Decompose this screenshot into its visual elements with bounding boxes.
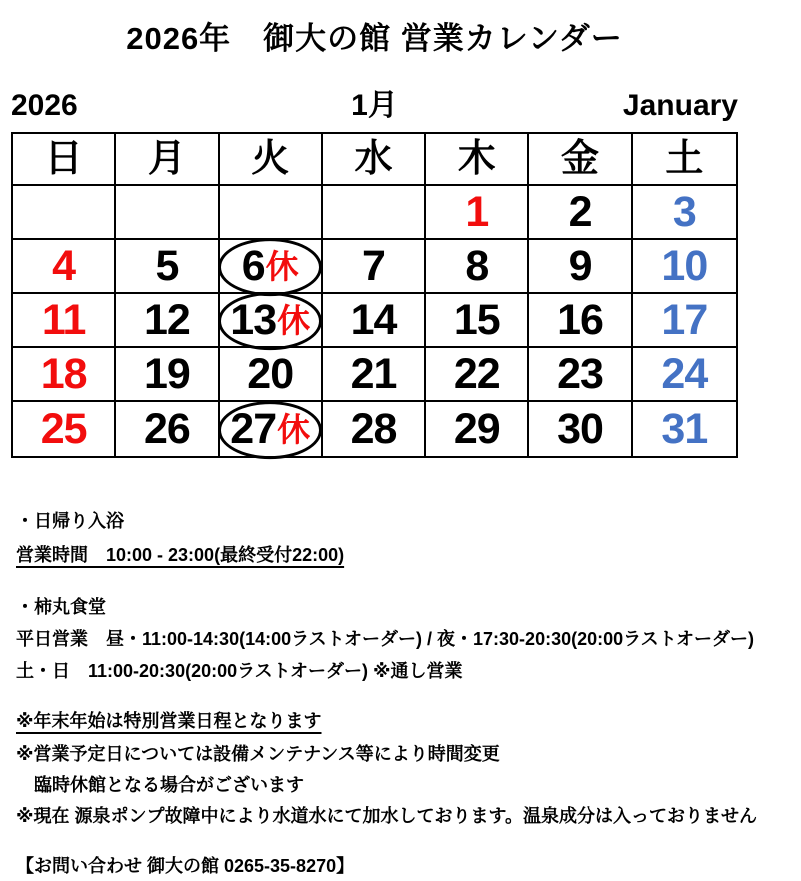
shokudo-weekday-hours: 平日営業 昼・11:00-14:30(14:00ラストオーダー) / 夜・17:30-20:30(20:00ラストオーダー)	[16, 629, 755, 649]
day-content	[672, 187, 696, 236]
calendar-day-cell	[426, 348, 529, 402]
calendar-day-cell	[426, 186, 529, 240]
maintenance-notice-line1: ※営業予定日については設備メンテナンス等により時間変更	[16, 744, 500, 764]
calendar-day-cell	[116, 294, 219, 348]
day-content	[350, 295, 397, 344]
day-number: 6	[241, 241, 265, 290]
day-number: 2	[568, 187, 592, 236]
day-content	[661, 295, 708, 344]
page-title: 2026年 御大の館 営業カレンダー	[126, 21, 623, 56]
day-content	[661, 404, 708, 453]
calendar-day-cell	[13, 348, 116, 402]
calendar-week-row	[13, 186, 736, 240]
calendar-day-cell	[13, 402, 116, 456]
calendar-day-cell	[116, 402, 219, 456]
day-content	[661, 349, 708, 398]
day-number: 26	[144, 404, 190, 453]
weekday-header-cell: 水	[323, 134, 426, 186]
day-number: 31	[661, 404, 708, 453]
day-content	[453, 349, 500, 398]
notes-section	[11, 510, 758, 877]
day-number: 7	[362, 241, 385, 290]
day-content	[41, 295, 86, 344]
calendar-day-cell	[633, 186, 736, 240]
day-number: 29	[453, 404, 500, 453]
day-content	[661, 241, 708, 290]
calendar-day-cell	[116, 240, 219, 294]
day-content	[247, 349, 294, 398]
calendar-day-cell	[426, 240, 529, 294]
weekday-header-cell: 土	[633, 134, 736, 186]
day-number: 14	[350, 295, 397, 344]
calendar-empty-cell	[116, 186, 219, 240]
day-number: 27	[230, 404, 277, 453]
day-number: 17	[661, 295, 708, 344]
day-number: 19	[144, 349, 190, 398]
day-number: 13	[230, 295, 277, 344]
year-label: 2026	[11, 89, 78, 122]
day-number: 15	[453, 295, 500, 344]
calendar-day-cell	[529, 186, 632, 240]
day-number: 8	[465, 241, 489, 290]
calendar-day-cell	[529, 294, 632, 348]
day-content	[144, 404, 190, 453]
month-header	[11, 80, 738, 124]
shokudo-weekend-hours: 土・日 11:00-20:30(20:00ラストオーダー) ※通し営業	[16, 661, 463, 681]
calendar-day-cell	[13, 294, 116, 348]
day-content	[241, 241, 299, 290]
calendar-day-cell	[323, 240, 426, 294]
calendar-day-cell	[323, 402, 426, 456]
day-content	[350, 404, 397, 453]
day-content	[557, 349, 603, 398]
day-content	[350, 349, 397, 398]
day-content	[453, 404, 500, 453]
calendar-day-cell	[323, 348, 426, 402]
calendar-day-cell	[116, 348, 219, 402]
day-content	[40, 349, 87, 398]
day-content	[568, 187, 592, 236]
closed-day-label: 休	[277, 301, 311, 339]
calendar-day-cell	[633, 294, 736, 348]
day-content	[453, 295, 500, 344]
day-number: 20	[247, 349, 294, 398]
calendar-day-cell	[220, 294, 323, 348]
calendar-day-cell	[323, 294, 426, 348]
calendar-day-cell	[633, 240, 736, 294]
calendar-day-cell	[529, 240, 632, 294]
day-number: 21	[350, 349, 397, 398]
day-content	[557, 404, 603, 453]
day-number: 23	[557, 349, 603, 398]
weekday-header-cell: 金	[529, 134, 632, 186]
day-content	[362, 241, 385, 290]
day-number: 22	[453, 349, 500, 398]
weekday-header-cell: 木	[426, 134, 529, 186]
day-number: 18	[40, 349, 87, 398]
day-content	[568, 241, 592, 290]
contact-info: 【お問い合わせ 御大の館 0265-35-8270】	[16, 856, 355, 876]
day-number: 16	[557, 295, 603, 344]
day-content	[144, 295, 190, 344]
day-number: 12	[144, 295, 190, 344]
day-number: 3	[672, 187, 696, 236]
sheet	[11, 0, 758, 877]
calendar-week-row	[13, 240, 736, 294]
newyear-notice: ※年末年始は特別営業日程となります	[16, 711, 322, 731]
day-content	[52, 241, 76, 290]
month-label-en: January	[622, 89, 738, 122]
calendar-day-cell	[633, 348, 736, 402]
calendar-week-row	[13, 294, 736, 348]
calendar-empty-cell	[220, 186, 323, 240]
day-number: 28	[350, 404, 397, 453]
day-content	[40, 404, 87, 453]
calendar-week-row	[13, 402, 736, 456]
weekday-header-cell: 月	[116, 134, 219, 186]
day-content	[465, 187, 489, 236]
day-number: 4	[52, 241, 76, 290]
day-number: 11	[41, 295, 86, 344]
onsen-pump-notice: ※現在 源泉ポンプ故障中により水道水にて加水しております。温泉成分は入っておりません	[16, 806, 758, 826]
day-number: 9	[568, 241, 592, 290]
calendar-day-cell	[13, 240, 116, 294]
calendar-body	[13, 186, 736, 456]
maintenance-notice-line2: 臨時休館となる場合がございます	[34, 775, 304, 795]
calendar-empty-cell	[323, 186, 426, 240]
calendar-day-cell	[426, 294, 529, 348]
kakimaru-shokudo-title: ・柿丸食堂	[16, 597, 106, 617]
day-content	[155, 241, 179, 290]
day-number: 25	[40, 404, 87, 453]
calendar-week-row	[13, 348, 736, 402]
day-content	[230, 404, 311, 453]
calendar-day-cell	[220, 402, 323, 456]
day-number: 24	[661, 349, 708, 398]
calendar-day-cell	[529, 402, 632, 456]
daytrip-bath-title: ・日帰り入浴	[16, 511, 124, 531]
day-number: 30	[557, 404, 603, 453]
calendar-day-cell	[633, 402, 736, 456]
day-content	[557, 295, 603, 344]
calendar-day-cell	[529, 348, 632, 402]
day-content	[144, 349, 190, 398]
weekday-header-cell: 火	[220, 134, 323, 186]
closed-day-label: 休	[277, 410, 311, 448]
calendar-day-cell	[220, 348, 323, 402]
day-content	[230, 295, 311, 344]
day-number: 1	[465, 187, 489, 236]
daytrip-bath-hours: 営業時間 10:00 - 23:00(最終受付22:00)	[16, 545, 345, 565]
day-number: 10	[661, 241, 708, 290]
calendar-table	[11, 132, 738, 458]
weekday-header-row	[13, 134, 736, 186]
month-label-jp: 1月	[351, 89, 398, 122]
calendar-day-cell	[426, 402, 529, 456]
weekday-header-cell: 日	[13, 134, 116, 186]
calendar-empty-cell	[13, 186, 116, 240]
day-number: 5	[155, 241, 179, 290]
closed-day-label: 休	[265, 247, 299, 285]
day-content	[465, 241, 489, 290]
calendar-day-cell	[220, 240, 323, 294]
